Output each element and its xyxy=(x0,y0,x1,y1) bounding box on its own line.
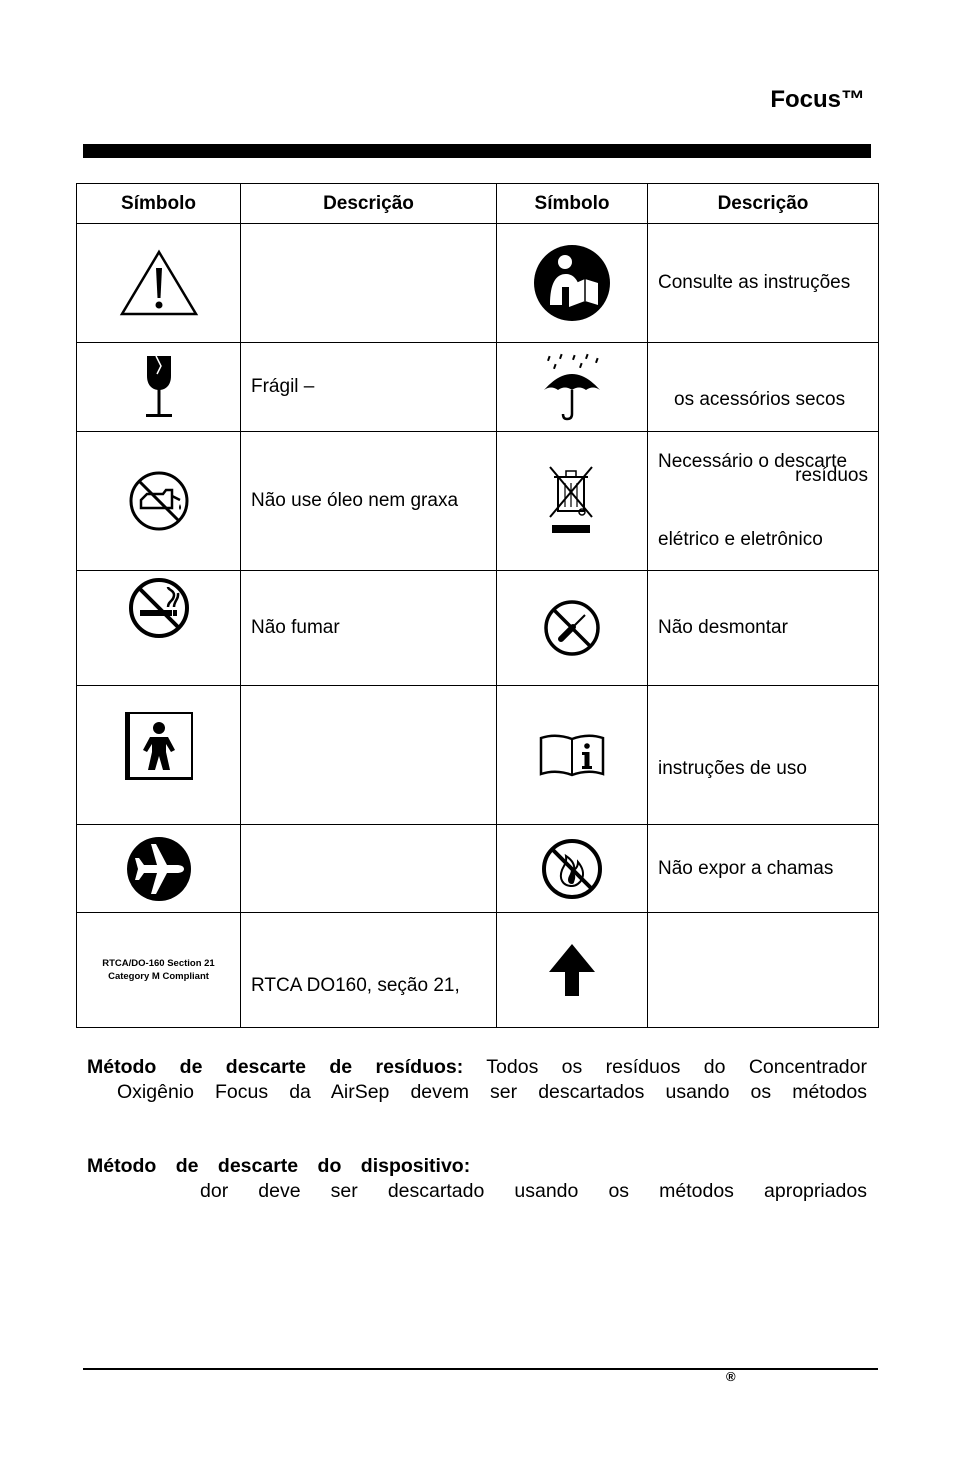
waste-disposal-text: Todos os resíduos do Concentrador xyxy=(486,1056,867,1078)
description-cell xyxy=(648,913,879,1028)
column-header: Símbolo xyxy=(77,184,241,224)
column-header: Descrição xyxy=(241,184,497,224)
symbol-cell xyxy=(77,343,241,432)
symbol-cell xyxy=(77,224,241,343)
footer-rule xyxy=(83,1368,878,1370)
warning-triangle-icon xyxy=(119,248,199,318)
weee-bin-icon xyxy=(544,463,600,539)
description-line: resíduos xyxy=(795,465,868,486)
airplane-icon xyxy=(126,836,192,902)
waste-disposal-paragraph xyxy=(87,1055,867,1105)
description-line: elétrico e eletrônico xyxy=(658,529,823,550)
symbol-cell xyxy=(497,432,648,571)
table-row xyxy=(77,571,879,686)
symbol-cell xyxy=(77,686,241,825)
symbol-cell xyxy=(77,913,241,1028)
symbol-cell xyxy=(497,686,648,825)
symbol-cell xyxy=(77,432,241,571)
fragile-glass-icon xyxy=(139,352,179,422)
info-book-icon xyxy=(538,732,606,778)
page-title: Focus™ xyxy=(770,86,865,113)
description-cell: Não desmontar xyxy=(648,571,879,686)
description-cell: os acessórios secos xyxy=(648,343,879,432)
keep-dry-umbrella-icon xyxy=(540,352,604,422)
description-line: Necessário o descarte xyxy=(658,451,848,472)
description-cell: Não fumar xyxy=(241,571,497,686)
description-cell: instruções de uso xyxy=(648,686,879,825)
symbol-cell xyxy=(497,913,648,1028)
waste-disposal-label: Método de descarte de resíduos: xyxy=(87,1056,464,1078)
description-cell: RTCA DO160, seção 21, xyxy=(241,913,497,1028)
symbol-cell xyxy=(497,571,648,686)
table-row xyxy=(77,913,879,1028)
device-disposal-label: Método de descarte do dispositivo: xyxy=(87,1155,471,1177)
read-instructions-icon xyxy=(532,243,612,323)
symbol-cell xyxy=(497,825,648,913)
rtca-compliance-label: RTCA/DO-160 Section 21 Category M Compliant xyxy=(102,958,215,982)
device-disposal-text: dor deve ser descartado usando os métodos apropriados xyxy=(200,1180,867,1202)
no-smoking-icon xyxy=(128,577,190,639)
table-row xyxy=(77,825,879,913)
table-row xyxy=(77,224,879,343)
waste-disposal-text: Oxigênio Focus da AirSep devem ser descartados usando os métodos xyxy=(117,1081,867,1103)
description-cell: Consulte as instruções xyxy=(648,224,879,343)
header-rule xyxy=(83,144,871,158)
column-header: Descrição xyxy=(648,184,879,224)
type-bf-icon xyxy=(123,710,195,782)
table-row xyxy=(77,432,879,571)
description-cell: Não use óleo nem graxa xyxy=(241,432,497,571)
no-disassemble-icon xyxy=(543,599,601,657)
description-cell: Frágil – xyxy=(241,343,497,432)
symbol-cell xyxy=(497,343,648,432)
symbols-table xyxy=(76,183,879,1028)
symbol-cell xyxy=(497,224,648,343)
no-flame-icon xyxy=(541,838,603,900)
this-way-up-arrow-icon xyxy=(547,942,597,998)
registered-mark: ® xyxy=(726,1369,736,1384)
device-disposal-paragraph xyxy=(87,1154,867,1204)
table-header-row xyxy=(77,184,879,224)
description-cell xyxy=(241,686,497,825)
description-cell xyxy=(241,825,497,913)
description-cell xyxy=(648,432,879,571)
symbol-cell xyxy=(77,825,241,913)
symbol-cell xyxy=(77,571,241,686)
column-header: Símbolo xyxy=(497,184,648,224)
table-row xyxy=(77,343,879,432)
description-cell: Não expor a chamas xyxy=(648,825,879,913)
description-cell xyxy=(241,224,497,343)
table-row xyxy=(77,686,879,825)
no-oil-icon xyxy=(128,470,190,532)
